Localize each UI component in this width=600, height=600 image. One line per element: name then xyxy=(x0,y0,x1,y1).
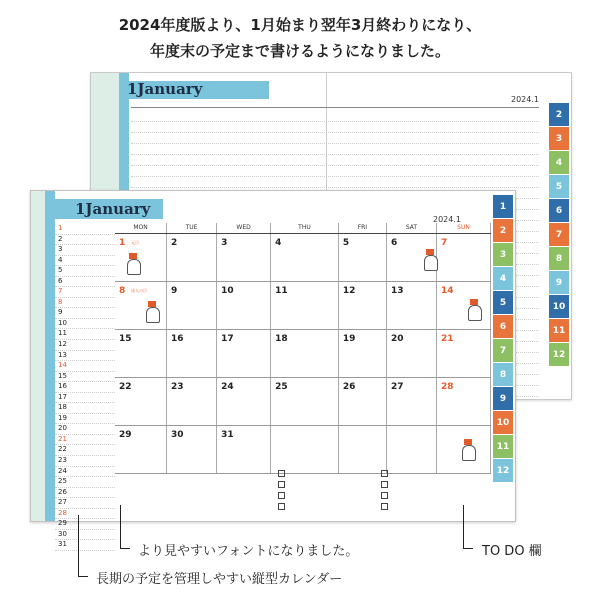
month-label: 1January xyxy=(127,80,203,98)
weekday-fri: FRI xyxy=(339,223,387,233)
day-number: 2 xyxy=(171,238,178,248)
day-row[interactable]: 1 xyxy=(55,224,115,235)
day-row[interactable]: 10 xyxy=(55,319,115,330)
holiday-label: 成人の日 xyxy=(131,288,147,293)
day-cell[interactable] xyxy=(167,282,217,329)
note-line[interactable] xyxy=(131,177,539,188)
day-cell[interactable] xyxy=(167,330,217,377)
front-planner-page xyxy=(30,190,516,549)
month-tab-10[interactable]: 10 xyxy=(549,295,569,318)
note-line[interactable] xyxy=(131,155,539,166)
day-cell[interactable] xyxy=(217,378,271,425)
todo-checkbox[interactable] xyxy=(278,492,289,499)
day-number: 26 xyxy=(342,382,356,392)
day-row[interactable]: 15 xyxy=(55,372,115,383)
weekday-header-row xyxy=(115,223,491,234)
annotation-line xyxy=(78,515,79,577)
week-row xyxy=(115,282,491,330)
day-cell[interactable] xyxy=(339,330,387,377)
day-row[interactable]: 8 xyxy=(55,298,115,309)
note-line[interactable] xyxy=(131,133,539,144)
day-number: 24 xyxy=(221,382,234,392)
day-row[interactable]: 27 xyxy=(55,498,115,509)
todo-checkbox[interactable] xyxy=(381,503,392,510)
day-cell[interactable] xyxy=(271,282,339,329)
day-number: 27 xyxy=(390,382,404,392)
character-illustration xyxy=(124,253,142,275)
month-tab-3[interactable]: 3 xyxy=(493,243,513,266)
todo-checkbox[interactable] xyxy=(278,503,289,510)
day-row[interactable]: 23 xyxy=(55,456,115,467)
year-label: 2024.1 xyxy=(511,95,539,104)
weekday-mon: MON xyxy=(115,223,167,233)
day-number: 6 xyxy=(390,238,398,248)
todo-checkbox[interactable] xyxy=(381,481,392,488)
day-cell[interactable] xyxy=(339,234,387,281)
month-tab-9[interactable]: 9 xyxy=(493,387,513,410)
day-number: 23 xyxy=(171,382,184,392)
month-tab-9[interactable]: 9 xyxy=(549,271,569,294)
day-cell[interactable] xyxy=(167,234,217,281)
month-tab-2[interactable]: 2 xyxy=(493,219,513,242)
month-tab-4[interactable]: 4 xyxy=(549,151,569,174)
month-index-tabs[interactable] xyxy=(493,195,513,483)
day-number: 10 xyxy=(221,286,234,296)
day-cell[interactable] xyxy=(217,234,271,281)
annotation-todo: TO DO 欄 xyxy=(482,544,542,559)
day-number: 9 xyxy=(171,286,178,296)
month-tab-7[interactable]: 7 xyxy=(549,223,569,246)
month-tab-10[interactable]: 10 xyxy=(493,411,513,434)
month-tab-6[interactable]: 6 xyxy=(549,199,569,222)
day-number: 12 xyxy=(342,286,356,296)
month-tab-5[interactable]: 5 xyxy=(493,291,513,314)
weekday-thu: THU xyxy=(271,223,339,233)
day-row[interactable]: 20 xyxy=(55,424,115,435)
todo-checkbox[interactable] xyxy=(381,492,392,499)
day-number: 13 xyxy=(390,286,404,296)
day-row[interactable]: 12 xyxy=(55,340,115,351)
day-row[interactable]: 19 xyxy=(55,414,115,425)
note-line[interactable] xyxy=(131,144,539,155)
annotation-line xyxy=(120,505,121,549)
day-number: 29 xyxy=(119,430,132,440)
day-row[interactable]: 6 xyxy=(55,277,115,288)
day-number: 5 xyxy=(342,238,350,248)
annotation-vertical-calendar: 長期の予定を管理しやすい縦型カレンダー xyxy=(96,572,343,587)
note-line[interactable] xyxy=(131,122,539,133)
page-spine xyxy=(31,191,46,521)
day-row[interactable]: 21 xyxy=(55,435,115,446)
month-tab-11[interactable]: 11 xyxy=(493,435,513,458)
day-number: 7 xyxy=(441,238,448,248)
day-number: 14 xyxy=(441,286,454,296)
day-cell[interactable] xyxy=(115,378,167,425)
day-row[interactable]: 16 xyxy=(55,382,115,393)
week-row xyxy=(115,378,491,426)
todo-area[interactable] xyxy=(115,466,491,511)
annotation-line xyxy=(120,548,130,549)
day-cell[interactable] xyxy=(387,330,437,377)
day-cell[interactable] xyxy=(437,234,491,281)
month-tab-7[interactable]: 7 xyxy=(493,339,513,362)
month-tab-1[interactable]: 1 xyxy=(493,195,513,218)
character-illustration xyxy=(465,299,483,321)
day-cell[interactable] xyxy=(387,282,437,329)
day-number: 31 xyxy=(221,430,234,440)
caption-line-1: 2024年度版より、1月始まり翌年3月終わりになり、 xyxy=(118,16,482,34)
day-number: 21 xyxy=(441,334,454,344)
day-number: 18 xyxy=(275,334,288,344)
day-row[interactable]: 18 xyxy=(55,403,115,414)
month-tab-3[interactable]: 3 xyxy=(549,127,569,150)
day-number: 17 xyxy=(221,334,234,344)
annotation-font: より見やすいフォントになりました。 xyxy=(138,544,359,559)
day-row[interactable]: 2 xyxy=(55,235,115,246)
month-tab-8[interactable]: 8 xyxy=(549,247,569,270)
annotation-line xyxy=(463,505,464,549)
holiday-label: 元日 xyxy=(131,240,139,245)
week-row xyxy=(115,330,491,378)
day-cell[interactable] xyxy=(339,378,387,425)
character-illustration xyxy=(143,301,161,323)
annotation-line xyxy=(78,576,88,577)
blue-strip xyxy=(45,191,55,521)
day-row[interactable]: 5 xyxy=(55,266,115,277)
day-row[interactable]: 26 xyxy=(55,488,115,499)
day-cell[interactable] xyxy=(387,378,437,425)
header-rule xyxy=(131,107,539,108)
weekday-sat: SAT xyxy=(387,223,437,233)
day-number: 4 xyxy=(275,238,282,248)
todo-checkbox[interactable] xyxy=(381,470,392,477)
weekday-sun: SUN xyxy=(437,223,491,233)
day-cell[interactable] xyxy=(339,282,387,329)
month-tab-8[interactable]: 8 xyxy=(493,363,513,386)
day-row[interactable]: 11 xyxy=(55,329,115,340)
day-row[interactable]: 3 xyxy=(55,245,115,256)
day-row[interactable]: 9 xyxy=(55,308,115,319)
month-index-tabs[interactable] xyxy=(549,103,569,367)
day-number: 19 xyxy=(342,334,356,344)
day-row[interactable]: 17 xyxy=(55,393,115,404)
day-row[interactable]: 22 xyxy=(55,445,115,456)
weekday-wed: WED xyxy=(217,223,271,233)
month-tab-12[interactable]: 12 xyxy=(549,343,569,366)
day-number: 28 xyxy=(441,382,454,392)
vertical-day-list xyxy=(55,224,115,551)
day-number: 22 xyxy=(119,382,132,392)
month-tab-12[interactable]: 12 xyxy=(493,459,513,482)
day-cell[interactable] xyxy=(115,330,167,377)
day-row[interactable]: 7 xyxy=(55,287,115,298)
annotation-line xyxy=(463,548,473,549)
month-label: 1January xyxy=(75,200,151,218)
day-cell[interactable] xyxy=(271,234,339,281)
day-number: 15 xyxy=(119,334,132,344)
month-tab-4[interactable]: 4 xyxy=(493,267,513,290)
day-number: 25 xyxy=(275,382,288,392)
caption-line-2: 年度末の予定まで書けるようになりました。 xyxy=(149,42,450,60)
month-tab-5[interactable]: 5 xyxy=(549,175,569,198)
month-tab-11[interactable]: 11 xyxy=(549,319,569,342)
day-number: 16 xyxy=(171,334,184,344)
day-number: 8 xyxy=(119,286,126,296)
day-number: 20 xyxy=(390,334,404,344)
month-tab-6[interactable]: 6 xyxy=(493,315,513,338)
month-tab-2[interactable]: 2 xyxy=(549,103,569,126)
day-row[interactable]: 30 xyxy=(55,530,115,541)
note-line[interactable] xyxy=(131,166,539,177)
day-number: 11 xyxy=(275,286,288,296)
day-row[interactable]: 14 xyxy=(55,361,115,372)
day-number: 30 xyxy=(171,430,184,440)
day-cell[interactable] xyxy=(271,330,339,377)
day-cell[interactable] xyxy=(167,378,217,425)
day-number: 3 xyxy=(221,238,228,248)
day-row[interactable]: 13 xyxy=(55,351,115,362)
day-row[interactable]: 28 xyxy=(55,509,115,520)
todo-checkbox[interactable] xyxy=(278,470,289,477)
character-illustration xyxy=(459,439,477,461)
character-illustration xyxy=(421,249,439,271)
day-cell[interactable] xyxy=(437,330,491,377)
day-row[interactable]: 31 xyxy=(55,540,115,551)
todo-checkbox[interactable] xyxy=(278,481,289,488)
day-row[interactable]: 29 xyxy=(55,519,115,530)
day-cell[interactable] xyxy=(437,378,491,425)
day-number: 1 xyxy=(119,238,126,248)
note-line[interactable] xyxy=(131,111,539,122)
day-cell[interactable] xyxy=(217,330,271,377)
day-row[interactable]: 4 xyxy=(55,256,115,267)
day-cell[interactable] xyxy=(217,282,271,329)
weekday-tue: TUE xyxy=(167,223,217,233)
day-row[interactable]: 25 xyxy=(55,477,115,488)
day-row[interactable]: 24 xyxy=(55,467,115,478)
day-cell[interactable] xyxy=(271,378,339,425)
year-label: 2024.1 xyxy=(433,215,461,224)
